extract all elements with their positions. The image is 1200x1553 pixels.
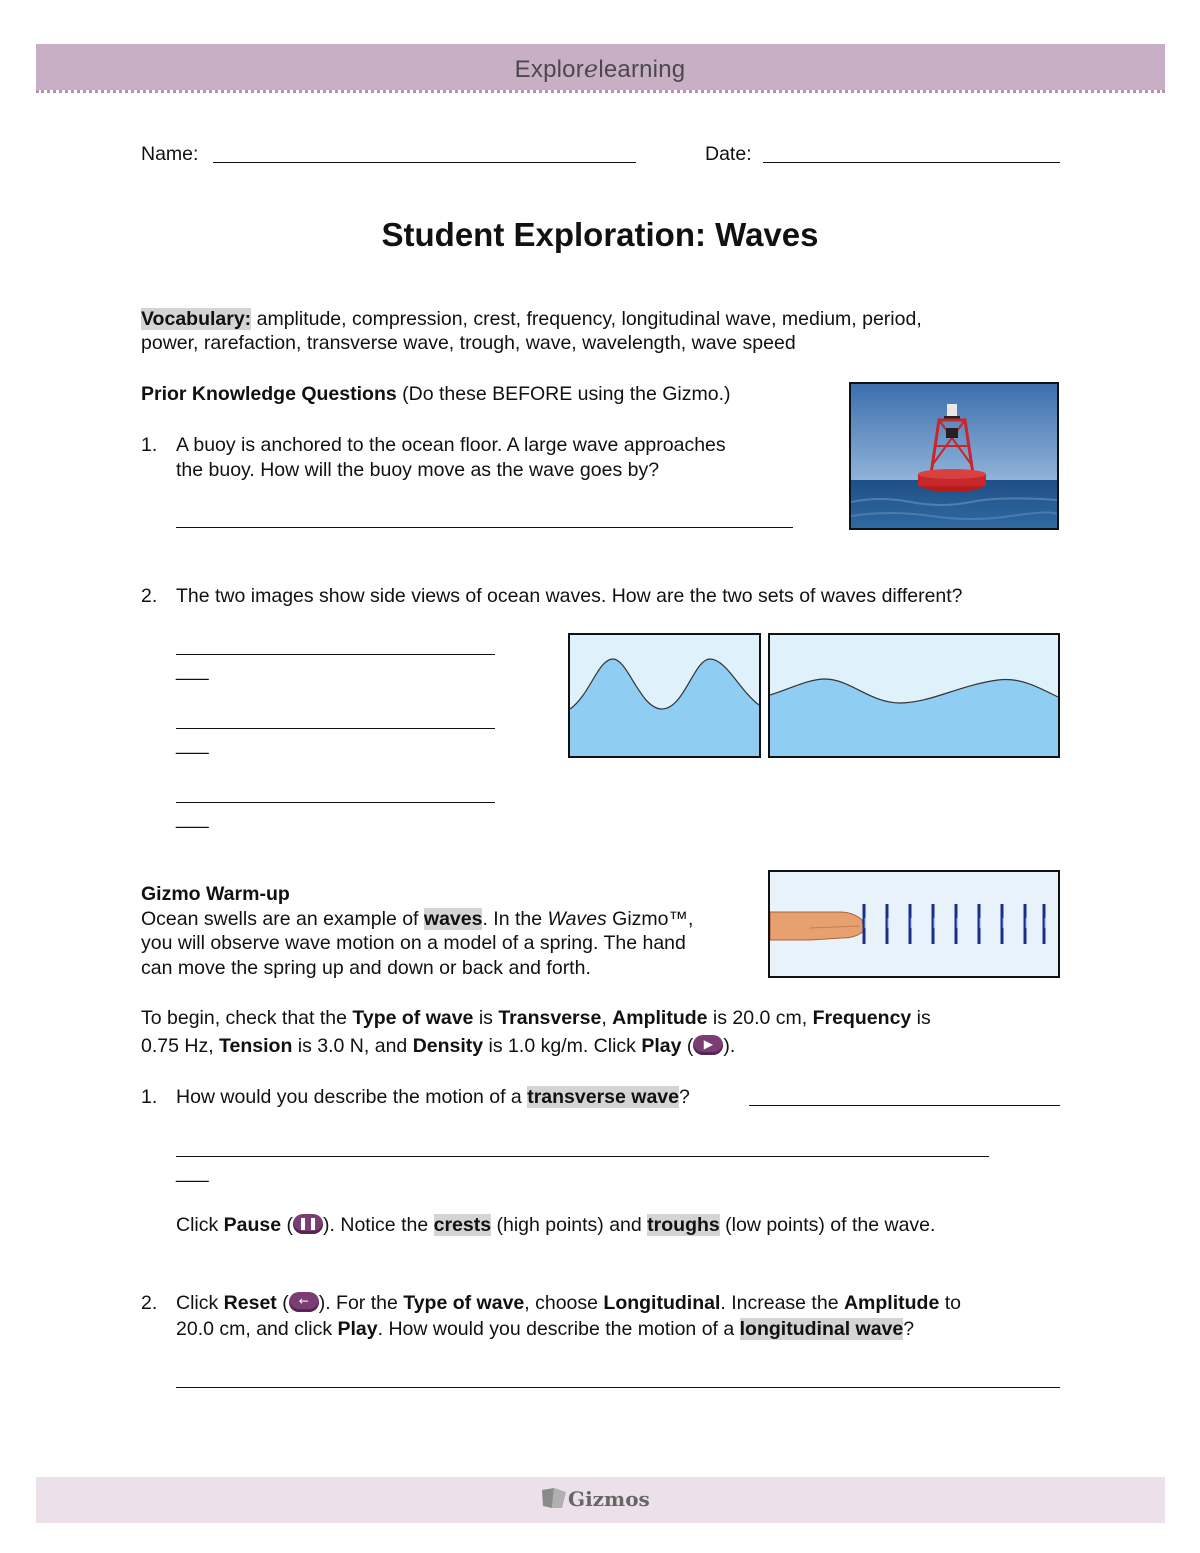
prior-q2-answer-dash-1: ___ [176,659,209,681]
warmup-para1-line-3: can move the spring up and down or back and forth. [141,957,591,979]
date-label: Date: [705,143,752,165]
pause-instruction: Click Pause ( ❚❚ ). Notice the crests (high points) and troughs (low points) of the wave. [176,1214,936,1236]
play-icon: ▶ [693,1035,723,1055]
warmup-q1-number: 1. [141,1086,158,1108]
prior-q1-number: 1. [141,434,158,456]
reset-icon: ← [289,1292,319,1312]
pause-icon: ❚❚ [293,1214,323,1234]
term-troughs: troughs [647,1214,720,1236]
vocabulary-line-1: Vocabulary: amplitude, compression, crest, frequency, longitudinal wave, medium, period, [141,308,922,330]
gentle-waves-image [768,633,1060,758]
gizmos-logo: Gizmos [540,1486,650,1511]
gentle-waves-illustration [770,635,1058,756]
warmup-q2-number: 2. [141,1292,158,1314]
brand-logo: Explorelearning [514,55,686,83]
warmup-q2-answer-line[interactable] [176,1387,1060,1388]
buoy-illustration [851,384,1057,528]
term-longitudinal-wave: longitudinal wave [739,1318,904,1340]
vocabulary-label: Vocabulary: [141,308,252,330]
prior-knowledge-heading: Prior Knowledge Questions (Do these BEFORE using the Gizmo.) [141,383,731,405]
prior-q2-answer-line-3[interactable] [176,802,495,803]
warmup-q1-answer-dash: ___ [176,1161,209,1183]
prior-q1-line-1: A buoy is anchored to the ocean floor. A large wave approaches [176,434,726,456]
tall-waves-image [568,633,761,758]
warmup-para2-line-1: To begin, check that the Type of wave is Transverse, Amplitude is 20.0 cm, Frequency is [141,1007,931,1029]
spring-model-image [768,870,1060,978]
warmup-q2-line-1: Click Reset ( ← ). For the Type of wave, choose Longitudinal. Increase the Amplitude to [176,1292,961,1314]
term-crests: crests [433,1214,492,1236]
warmup-q2-line-2: 20.0 cm, and click Play. How would you describe the motion of a longitudinal wave? [176,1318,915,1340]
name-label: Name: [141,143,199,165]
prior-q2-number: 2. [141,585,158,607]
name-field[interactable] [213,162,636,163]
date-field[interactable] [763,162,1060,163]
warmup-q1-text: How would you describe the motion of a transverse wave? [176,1086,690,1108]
warmup-heading: Gizmo Warm-up [141,883,290,905]
prior-q2-answer-dash-2: ___ [176,733,209,755]
prior-q1-answer-line[interactable] [176,527,793,528]
prior-q2-text: The two images show side views of ocean waves. How are the two sets of waves different? [176,585,963,607]
prior-q1-line-2: the buoy. How will the buoy move as the wave goes by? [176,459,660,481]
warmup-para1-line-2: you will observe wave motion on a model of a spring. The hand [141,932,686,954]
warmup-para2-line-2: 0.75 Hz, Tension is 3.0 N, and Density is 1.0 kg/m. Click Play ( ▶ ). [141,1035,736,1057]
warmup-para1-line-1: Ocean swells are an example of waves. In the Waves Gizmo™, [141,908,694,930]
buoy-photo [849,382,1059,530]
vocabulary-line-2: power, rarefaction, transverse wave, trough, wave, wavelength, wave speed [141,332,796,354]
prior-q2-answer-line-2[interactable] [176,728,495,729]
gizmos-logo-icon [540,1486,568,1510]
tall-waves-illustration [570,635,759,756]
prior-q2-answer-line-1[interactable] [176,654,495,655]
term-transverse-wave: transverse wave [527,1086,679,1108]
warmup-q1-answer-line-2[interactable] [176,1156,989,1157]
hand-spring-illustration [770,872,1058,976]
header-dotted-rule [36,90,1165,93]
warmup-q1-answer-line-1[interactable] [749,1105,1060,1106]
prior-q2-answer-dash-3: ___ [176,807,209,829]
term-waves: waves [423,908,483,930]
page-title: Student Exploration: Waves [381,216,819,253]
